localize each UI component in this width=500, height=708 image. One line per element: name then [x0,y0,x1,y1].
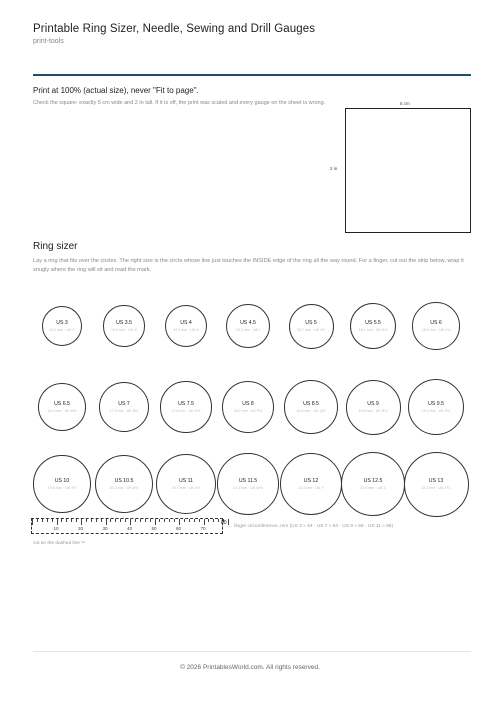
ring-us-size: US 5.5 [365,320,381,326]
strip-number: 70 [200,526,206,531]
ring-circle [95,455,154,514]
strip-number: 20 [78,526,84,531]
ring-circle [38,383,87,432]
strip-number: 50 [151,526,157,531]
strip-tick [76,519,77,522]
strip-tick [204,519,205,525]
ring-circle [289,304,334,349]
page-header [33,23,471,45]
calibration-square [345,108,471,233]
ring-diameter-uk: 16.1 mm · UK K½ [358,328,388,332]
ring-circle [165,305,208,348]
ring-circle [42,306,82,346]
strip-tick [199,519,200,522]
ring-us-size: US 11 [178,478,194,484]
ring-us-size: US 10.5 [114,478,134,484]
ring-circle [33,455,91,513]
faint-print-row [33,352,473,358]
ring-us-size: US 8.5 [303,401,319,407]
strip-tick [125,519,126,522]
strip-tick [184,519,185,522]
strip-tick [42,519,43,522]
finger-strip [31,518,223,534]
ring-circle [99,382,149,432]
ring-diameter-uk: 16.9 mm · UK M½ [47,409,77,413]
ring-circle [404,452,469,517]
strip-tick [120,519,121,522]
ring-diameter-uk: 22.3 mm · UK Z+1 [421,486,451,490]
strip-tick [106,519,107,525]
ring-diameter-uk: 20.7 mm · UK V½ [171,486,201,490]
ring-circle [280,453,343,516]
strip-tick [47,519,48,522]
strip-tick [37,519,38,522]
strip-tick [150,519,151,522]
strip-tick [52,519,53,522]
strip-tick [91,519,92,522]
strip-tick [32,519,33,525]
ring-circle [222,381,275,434]
ring-diameter-uk: 21.1 mm · UK W½ [233,486,263,490]
strip-note: ← finger circumference, mm (US 3 ≈ 44 · US 7 ≈ 54 · US 9 ≈ 59 · US 11 ≈ 65) [228,524,394,529]
footer-divider [33,651,471,652]
ring-circle [103,305,144,346]
ring-diameter-uk: 17.3 mm · UK N½ [109,409,139,413]
ring-sizer-heading: Ring sizer [33,241,78,252]
strip-tick [179,519,180,525]
ring-diameter-uk: 21.9 mm · UK Z [360,486,386,490]
ring-us-size: US 5 [305,320,317,326]
strip-cut-note: cut on the dashed line ✂ [33,541,86,546]
ring-diameter-uk: 18.6 mm · UK Q½ [296,409,326,413]
strip-tick [115,519,116,522]
strip-tick [66,519,67,522]
strip-tick [86,519,87,522]
ring-us-size: US 9.5 [428,401,444,407]
ring-us-size: US 7 [118,401,130,407]
ring-us-size: US 4 [180,320,192,326]
strip-tick [81,519,82,525]
ring-circle [346,380,401,435]
ring-circle [156,454,216,514]
strip-tick [189,519,190,522]
strip-tick [140,519,141,522]
strip-tick [57,519,58,525]
ring-us-size: US 7.5 [178,401,194,407]
calibration-height-label: 2 in [330,166,338,171]
strip-number: 10 [53,526,59,531]
strip-tick [174,519,175,522]
ring-circle [226,304,270,348]
strip-tick [169,519,170,522]
ring-diameter-uk: 17.8 mm · UK O½ [171,409,201,413]
ring-diameter-uk: 14.9 mm · UK H [173,328,199,332]
ring-us-size: US 3 [56,320,68,326]
ring-circle [412,302,460,350]
strip-number: 40 [127,526,133,531]
ring-us-size: US 6.5 [54,401,70,407]
strip-tick [130,519,131,525]
strip-tick [155,519,156,525]
strip-tick [218,519,219,522]
ring-diameter-uk: 19.8 mm · UK T½ [47,486,77,490]
ring-us-size: US 11.5 [238,478,258,484]
calibration-width-label: 5 cm [400,101,410,106]
page-subtitle: print-tools [33,38,64,45]
strip-tick [71,519,72,522]
ring-circle [350,303,396,349]
strip-tick [61,519,62,522]
strip-tick [164,519,165,522]
ring-us-size: US 6 [430,320,442,326]
ring-sizer-instructions: Lay a ring that fits over the circles. The right size is the circle whose line just touches the INSIDE edge of the ring all the way round. For a finger, cut out the strip below, wrap it snugly where the ring will sit and read the mark. [33,258,464,273]
strip-tick [208,519,209,522]
ring-circle [284,380,338,434]
ring-diameter-uk: 18.2 mm · UK P½ [233,409,263,413]
ring-us-size: US 8 [242,401,254,407]
calibration-note: Check the square: exactly 5 cm wide and 2 in tall. If it is off, the print was scaled and every gauge on the sheet is wrong. [33,100,326,106]
ring-diameter-uk: 19.4 mm · UK S½ [421,409,451,413]
ring-diameter-uk: 16.5 mm · UK L½ [421,328,451,332]
strip-end-mark: 80 [221,520,227,526]
header-divider [33,74,471,76]
footer-copyright: © 2026 PrintablesWorld.com. All rights reserved. [180,664,320,671]
ring-diameter-uk: 20.2 mm · UK U½ [109,486,139,490]
ring-us-size: US 3.5 [116,320,132,326]
strip-tick [135,519,136,522]
ring-us-size: US 9 [367,401,379,407]
strip-tick [145,519,146,522]
strip-number: 60 [176,526,182,531]
ring-circle [408,379,464,435]
strip-tick [101,519,102,522]
ring-us-size: US 13 [428,478,444,484]
ring-diameter-uk: 15.7 mm · UK J½ [297,328,325,332]
ring-us-size: US 12 [303,478,319,484]
strip-number: 30 [102,526,108,531]
calibration-heading: Print at 100% (actual size), never "Fit to page". [33,86,199,95]
ring-diameter-uk: 14.5 mm · UK G [111,328,137,332]
ring-diameter-uk: 21.5 mm · UK Y [298,486,324,490]
strip-tick [194,519,195,522]
ring-diameter-uk: 15.3 mm · UK I [235,328,261,332]
page-title: Printable Ring Sizer, Needle, Sewing and Drill Gauges [33,23,316,35]
strip-tick [110,519,111,522]
ring-us-size: US 4.5 [240,320,256,326]
faint-print-row [33,434,473,440]
ring-us-size: US 10 [54,478,70,484]
ring-diameter-uk: 19.0 mm · UK R½ [358,409,388,413]
ring-circle [217,453,278,514]
ring-circle [341,452,405,516]
strip-tick [213,519,214,522]
ring-circle [160,381,211,432]
ring-us-size: US 12.5 [363,478,383,484]
strip-tick [159,519,160,522]
strip-tick [96,519,97,522]
ring-diameter-uk: 14.1 mm · UK F [49,328,75,332]
